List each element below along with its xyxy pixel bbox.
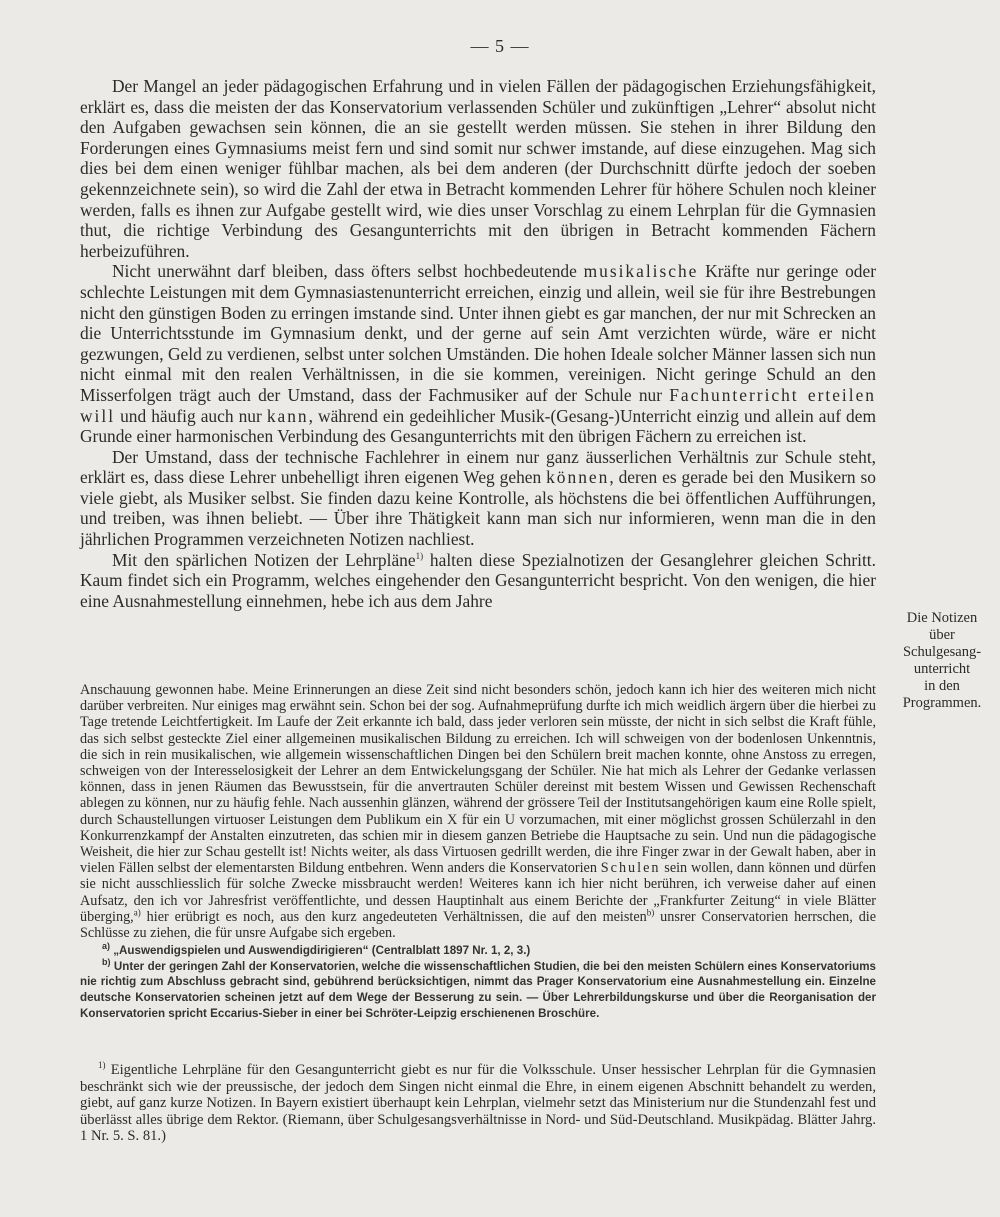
p3-spaced: können [546, 467, 610, 488]
p2-spaced-2: Fachunterricht erteilen will [80, 384, 876, 426]
paragraph-2 [80, 261, 876, 446]
p4-text-b: halten diese Spezialnotizen der Gesanglehrer gleichen Schritt. Kaum findet sich ein Programm, welches eingehender den Gesangunterricht bespricht. Von den wenigen, die hier eine Ausnahmestellung einnehmen, hebe ich aus dem Jahre [80, 549, 876, 611]
subnote-ref-a: a) [133, 907, 141, 918]
fn-text-b: sein wollen, dann können und dürfen sie nicht ausschliesslich für solche Zwecke missbraucht werden! Weiteres kann ich hier nicht berühren, ich verweise daher auf einen Aufsatz, den ich vor Jahresfrist veröffentlichte, und dessen Hauptinhalt aus einem Berichte der „Frankfurter Zeitung“ in viele Blätter überging, [80, 860, 877, 925]
margin-note [888, 610, 996, 712]
fn-text-a: Anschauung gewonnen habe. Meine Erinnerungen an diese Zeit sind nicht besonders schön, jedoch kann ich hier des weiteren mich nicht darüber verbreiten. Nur einiges mag erwähnt sein. Schon bei der sog. Aufnahmeprüfung durfte ich mich weidlich ärgern über die hierbei zu Tage tretende Leichtfertigkeit. Im Laufe der Zeit erkannte ich bald, dass jeder verloren sein müsste, der nicht in sich selbst die Kraft fühle, das sich selbst gesteckte Ziel einer allgemeinen musikalischen Bildung zu erreichen. Ich will schweigen von der bodenlosen Unkenntnis, die sich in rein musikalischen, wie allgemein wissenschaftlichen Dingen bei den Schülern breit machen konnte, ohne Anstoss zu erregen, schweigen von der Interesselosigkeit der Lehrer an dem Entwickelungsgang der Schüler. Nie hat mich als Lehrer der Gedanke verlassen können, dass in jenen Räumen das Bewusstsein, für die anvertrauten Schüler dereinst mit bestem Wissen und Gewissen Rechenschaft ablegen zu können, nur zu häufig fehle. Nach aussenhin glänzen, während der grössere Teil der Institutsangehörigen kaum eine Rolle spielt, durch Schaustellungen virtuoser Leistungen dem Publikum ein X für ein U vorzumachen, mit einer möglichst grossen Schülerzahl in den Konkurrenzkampf der Anstalten einzutreten, das schien mir in diesem ganzen Betriebe die Hauptsache zu sein. Und nun die pädagogische Weisheit, die hier zur Schau gestellt ist! Nichts weiter, als dass Virtuosen gedrillt werden, die ihre Finger zwar in der Gewalt haben, aber in vielen Fällen selbst der elementarsten Bildung entbehren. Wenn anders die Konservatorien [80, 682, 876, 877]
subnote-a-marker: a) [102, 941, 111, 952]
subnote-a [80, 943, 876, 959]
paragraph-4 [80, 550, 876, 612]
page-number: — 5 — [470, 36, 530, 56]
p2-text-a: Nicht unerwähnt darf bleiben, dass öfters selbst hochbedeutende [112, 261, 577, 282]
footnote-1-text [80, 1062, 876, 1145]
footnote-1-body: Eigentliche Lehrpläne für den Gesangunterricht giebt es nur für die Volksschule. Unser hessischer Lehrplan für die Gymnasien beschränkt sich wie der preussische, der jedoch dem Singen nicht einmal die Ehre, in einem eigenen Abschnitt behandelt zu werden, giebt, auf ganz kurze Notizen. In Bayern existiert überhaupt kein Lehrplan, vielmehr setzt das Ministerium nur die Stundenzahl fest und überlässt alles übrige dem Rektor. (Riemann, über Schulgesangsverhältnisse in Nord- und Süd-Deutschland. Musikpädag. Blätter Jahrg. 1 Nr. 5. S. 81.) [80, 1062, 876, 1145]
p2-text-c: und häufig auch nur [120, 405, 262, 426]
subnote-b [80, 956, 876, 1021]
p2-spaced-3: kann [266, 405, 309, 426]
p2-text-d: , während ein gedeihlicher Musik-(Gesang-)Unterricht einzig und allein auf dem Grunde einer harmonischen Verbindung des Gesangunterrichts mit den übrigen Fächern zu erreichen ist. [80, 405, 876, 447]
footnote-1-marker: 1) [98, 1060, 106, 1071]
fn-text-c: hier erübrigt es noch, aus den kurz angedeuteten Verhältnissen, die auf den meisten [146, 908, 647, 925]
p4-text-a: Mit den spärlichen Notizen der Lehrpläne [112, 549, 416, 570]
footnote-1 [80, 1062, 876, 1145]
margin-note-line: Die Notizen [906, 610, 978, 626]
subnotes [80, 943, 876, 1021]
subnote-b-text: Unter der geringen Zahl der Konservatorien, welche die wissenschaftlichen Studien, die bei den meisten Schülern eines Konservatoriums nie richtig zum Abschluss gebracht sind, gebührend berücksichtigen, nimmt das Prager Konservatorium eine Ausnahmestellung ein. Einzelne deutsche Konservatorien scheinen jetzt auf dem Wege der Besserung zu sein. — Über Lehrerbildungskurse und über die Reorganisation der Konservatorien spricht Eccarius-Sieber in einer bei Schröter-Leipzig erschienenen Broschüre. [80, 959, 876, 1020]
p3-text-b: , deren es gerade bei den Musikern so viele giebt, als Musiker selbst. Sie finden dazu keine Kontrolle, als höchstens die bei öffentlichen Aufführungen, und treiben, was ihnen beliebt. — Über ihre Thätigkeit kann man sich nur informieren, wenn man die in den jährlichen Programmen verzeichneten Notizen nachliest. [80, 467, 876, 550]
footnote-ref-1: 1) [415, 550, 424, 561]
fn-spaced: Schulen [600, 860, 661, 877]
footnote-continuation-text [80, 682, 876, 941]
main-text [80, 76, 876, 611]
p2-spaced-1: musikalische [583, 261, 699, 282]
margin-note-line: Programmen. [902, 695, 982, 711]
subnote-b-marker: b) [102, 956, 111, 967]
footnote-continuation [80, 682, 876, 1021]
subnote-a-text: „Auswendigspielen und Auswendigdirigieren“ (Centralblatt 1897 Nr. 1, 2, 3.) [113, 944, 531, 958]
margin-note-line: in den [924, 678, 960, 694]
fn-text-d: unsrer Conservatorien herrschen, die Schlüsse zu ziehen, die für unsre Aufgabe sich ergeben. [80, 908, 877, 942]
paragraph-1: Der Mangel an jeder pädagogischen Erfahrung und in vielen Fällen der pädagogischen Erziehungsfähigkeit, erklärt es, dass die meisten der das Konservatorium verlassenden Schüler und zukünftigen „Lehrer“ absolut nicht den Aufgaben gewachsen sein können, die an sie gestellt werden müssen. Sie stehen in ihrer Bildung den Forderungen eines Gymnasiums meist fern und sind somit nur schwer imstande, auf diese einzugehen. Mag sich dies bei dem einen weniger fühlbar machen, als bei dem anderen (der Durchschnitt dürfte jedoch der soeben gekennzeichnete sein), so wird die Zahl der etwa in Betracht kommenden Lehrer für höhere Schulen noch kleiner werden, falls es ihnen zur Aufgabe gestellt wird, wie dies unser Vorschlag zu einem Lehrplan für die Gymnasien thut, die richtige Verbindung des Gesangunterrichts mit den übrigen in Betracht kommenden Fächern herbeizuführen. [80, 76, 876, 261]
p3-text-a: Der Umstand, dass der technische Fachlehrer in einem nur ganz äusserlichen Verhältnis zur Schule steht, erklärt es, dass diese Lehrer unbehelligt ihren eigenen Weg gehen [80, 446, 876, 488]
p2-text-b: Kräfte nur geringe oder schlechte Leistungen mit dem Gymnasiastenunterricht erreichen, einzig und allein, weil sie für ihre Bestrebungen nicht den günstigen Boden zu erringen imstande sind. Unter ihnen giebt es gar manchen, der nur mit Schrecken an die Unterrichtsstunde im Gymnasium denkt, und der gerne auf sein Amt verzichten würde, wäre er nicht gezwungen, Geld zu verdienen, selbst unter solchen Umständen. Die hohen Ideale solcher Männer lassen sich nun nicht einmal mit den realen Verhältnissen, in die sie kommen, vereinigen. Nicht geringe Schuld an den Misserfolgen trägt auch der Umstand, dass der Fachmusiker auf der Schule nur [80, 261, 876, 405]
margin-note-line: Schulgesang- [902, 644, 982, 660]
subnote-ref-b: b) [646, 907, 655, 918]
margin-note-line: über [929, 627, 955, 643]
paragraph-3 [80, 447, 876, 550]
margin-note-line: unterricht [913, 661, 971, 677]
